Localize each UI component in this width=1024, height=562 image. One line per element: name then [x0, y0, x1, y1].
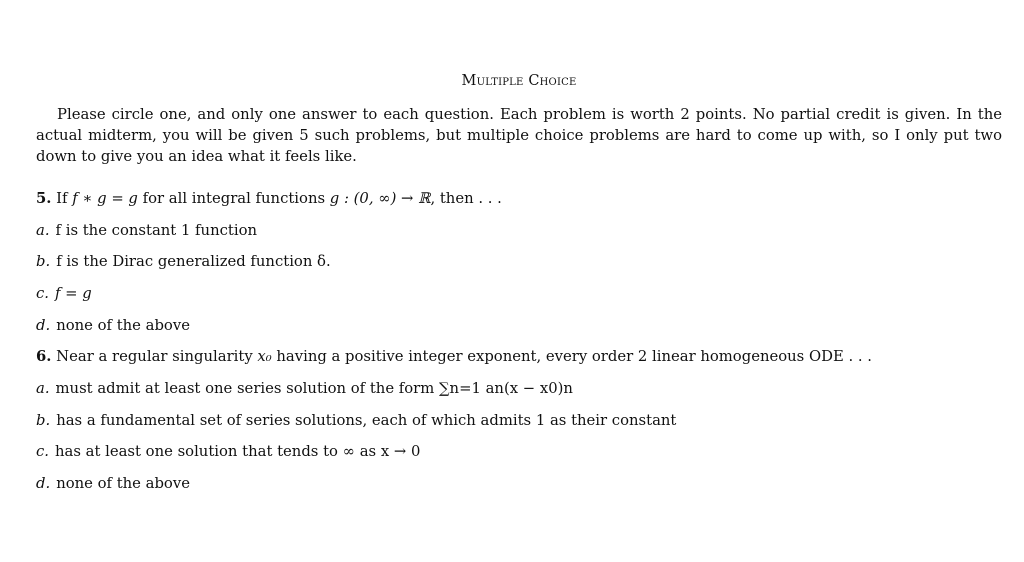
option-6c[interactable] — [36, 442, 420, 462]
option-letter: d. — [36, 317, 51, 334]
option-5c[interactable] — [36, 284, 92, 304]
question-number: 6. — [36, 348, 52, 365]
option-5a[interactable] — [36, 221, 257, 241]
option-6b[interactable] — [36, 411, 676, 431]
question-5 — [36, 189, 502, 209]
option-6d[interactable] — [36, 474, 190, 494]
option-letter: c. — [36, 285, 49, 302]
option-text: must admit at least one series solution of the form ∑n=1 an(x − x0)n — [55, 380, 573, 397]
option-text: f = g — [55, 285, 92, 302]
question-prompt-math: x₀ — [257, 348, 272, 365]
intro-paragraph: Please circle one, and only one answer to each question. Each problem is worth 2 points. No partial credit is given. In the actual midterm, you will be given 5 such problems, but multiple choice problems are hard to come up with, so I only put two down to give you an idea what it feels like. — [36, 106, 1002, 165]
question-prompt-post: having a positive integer exponent, every order 2 linear homogeneous ODE . . . — [271, 348, 872, 365]
option-5d[interactable] — [36, 316, 190, 336]
option-letter: b. — [36, 412, 51, 429]
option-text: has at least one solution that tends to ∞ as x → 0 — [55, 443, 421, 460]
question-prompt-pre: If — [56, 190, 73, 207]
section-title: Multiple Choice — [461, 73, 577, 89]
question-prompt-post: , then . . . — [430, 190, 502, 207]
option-letter: c. — [36, 443, 49, 460]
question-prompt-pre: Near a regular singularity — [56, 348, 258, 365]
question-number: 5. — [36, 190, 52, 207]
question-prompt-math2: g : (0, ∞) → ℝ — [329, 190, 431, 207]
option-text: f is the constant 1 function — [55, 222, 258, 239]
option-text: none of the above — [56, 475, 190, 492]
option-letter: a. — [36, 380, 50, 397]
option-text: none of the above — [56, 317, 190, 334]
question-6 — [36, 347, 872, 367]
option-letter: b. — [36, 253, 51, 270]
option-6a[interactable] — [36, 379, 573, 399]
option-letter: a. — [36, 222, 50, 239]
option-5b[interactable] — [36, 252, 331, 272]
option-text: has a fundamental set of series solutions, each of which admits 1 as their constant — [56, 412, 677, 429]
question-prompt-mid: for all integral functions — [137, 190, 330, 207]
option-letter: d. — [36, 475, 51, 492]
option-text: f is the Dirac generalized function δ. — [56, 253, 331, 270]
question-prompt-math: f ∗ g = g — [72, 190, 138, 207]
